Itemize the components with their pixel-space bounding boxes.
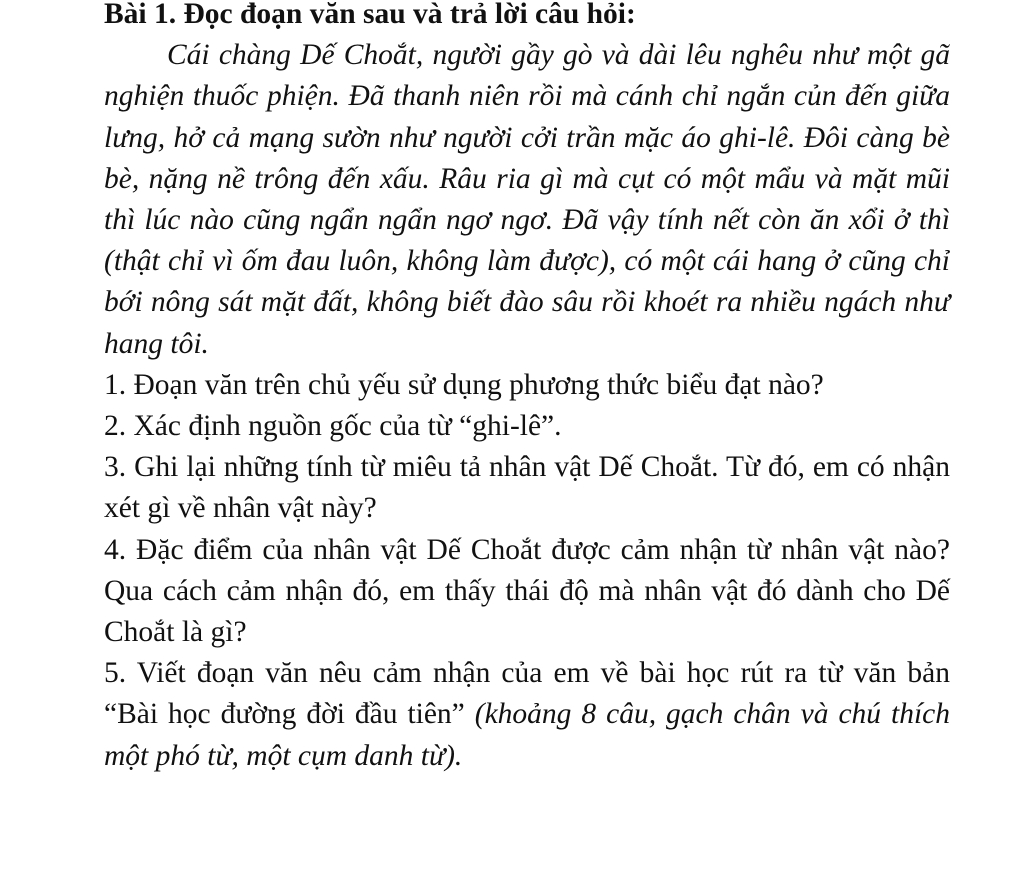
- question-5: [104, 653, 950, 777]
- question-1: 1. Đoạn văn trên chủ yếu sử dụng phương thức biểu đạt nào?: [104, 368, 824, 401]
- question-5-text: 5. Viết đoạn văn nêu cảm nhận của em về bài học rút ra từ văn bản “Bài học đường đời đầu tiên”: [104, 657, 950, 731]
- question-3: 3. Ghi lại những tính từ miêu tả nhân vật Dế Choắt. Từ đó, em có nhận xét gì về nhân vật này?: [104, 451, 950, 525]
- reading-passage: Cái chàng Dế Choắt, người gầy gò và dài lêu nghêu như một gã nghiện thuốc phiện. Đã thanh niên rồi mà cánh chỉ ngắn củn đến giữa lưng, hở cả mạng sườn như người cởi trần mặc áo ghi-lê. Đôi càng bè bè, nặng nề trông đến xấu. Râu ria gì mà cụt có một mẩu và mặt mũi thì lúc nào cũng ngẩn ngẩn ngơ ngơ. Đã vậy tính nết còn ăn xổi ở thì (thật chỉ vì ốm đau luôn, không làm được), có một cái hang ở cũng chỉ bới nông sát mặt đất, không biết đào sâu rồi khoét ra nhiều ngách như hang tôi.: [104, 39, 950, 360]
- worksheet-page: [104, 0, 950, 777]
- question-4: 4. Đặc điểm của nhân vật Dế Choắt được cảm nhận từ nhân vật nào? Qua cách cảm nhận đó, em thấy thái độ mà nhân vật đó dành cho Dế Choắt là gì?: [104, 533, 950, 649]
- question-2: 2. Xác định nguồn gốc của từ “ghi-lê”.: [104, 410, 562, 443]
- exercise-title: Bài 1. Đọc đoạn văn sau và trả lời câu hỏi:: [104, 0, 636, 30]
- question-5-note: (khoảng 8 câu, gạch chân và chú thích một phó từ, một cụm danh từ).: [104, 698, 950, 772]
